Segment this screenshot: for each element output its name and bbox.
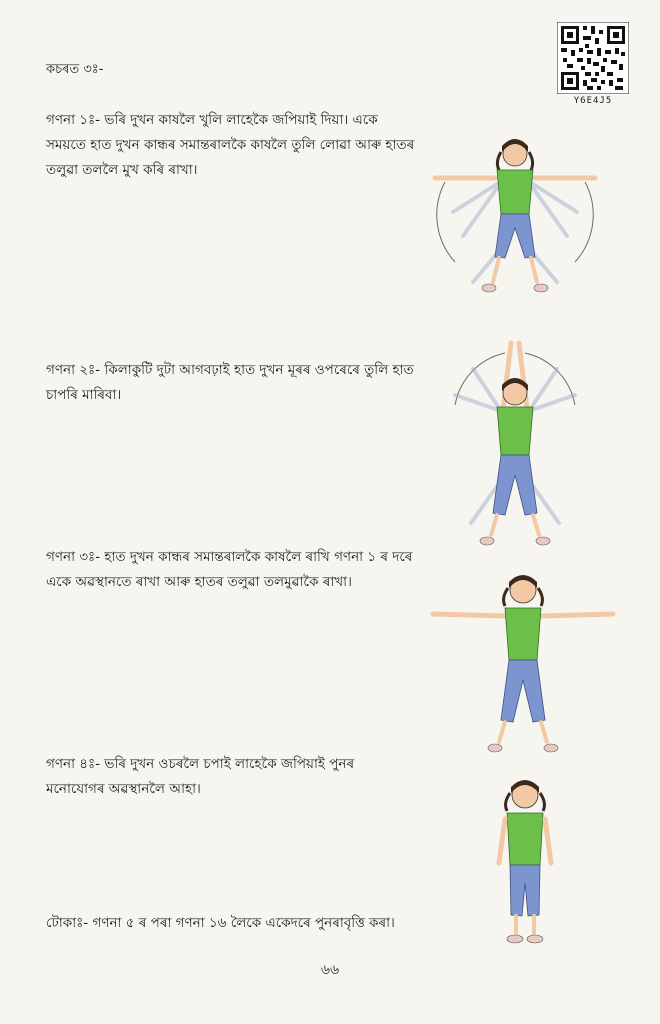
exercise-illustration-step-4 (485, 775, 565, 950)
exercise-title: কচৰত ৩ঃ- (46, 62, 104, 77)
exercise-illustration-step-1 (425, 132, 605, 312)
step-4-text: গণনা ৪ঃ- ভৰি দুখন ওচৰলৈ চপাই লাহেকৈ জপিয়াই পুনৰ মনোযোগৰ অৱস্থানলৈ আহা। (46, 756, 355, 797)
qr-code-icon (557, 22, 629, 94)
exercise-illustration-step-3 (425, 570, 620, 770)
qr-code[interactable] (557, 22, 629, 106)
qr-code-label: Y6E4J5 (573, 96, 613, 106)
note-text: টোকাঃ- গণনা ৫ ৰ পৰা গণনা ১৬ লৈকে একেদৰে পুনৰাবৃত্তি কৰা। (46, 915, 395, 931)
page-number: ৬৬ (320, 962, 340, 978)
exercise-illustration-step-2 (425, 335, 605, 560)
step-1-text: গণনা ১ঃ- ভৰি দুখন কাষলৈ খুলি লাহেকৈ জপিয়াই দিয়া। একে সময়তে হাত দুখন কান্ধৰ সমান্তৰালকৈ কাষলৈ তুলি লোৱা আৰু হাতৰ তলুৱা তললৈ মুখ কৰি ৰাখা। (46, 112, 415, 178)
step-2-text: গণনা ২ঃ- কিলাকুটি দুটা আগবঢ়াই হাত দুখন মূৰৰ ওপৰেৰে তুলি হাত চাপৰি মাৰিবা। (46, 362, 414, 403)
step-3-text: গণনা ৩ঃ- হাত দুখন কান্ধৰ সমান্তৰালকৈ কাষলৈ ৰাখি গণনা ১ ৰ দৰে একে অৱস্থানতে ৰাখা আৰু হাতৰ তলুৱা তলমুৱাকৈ ৰাখা। (46, 549, 413, 590)
